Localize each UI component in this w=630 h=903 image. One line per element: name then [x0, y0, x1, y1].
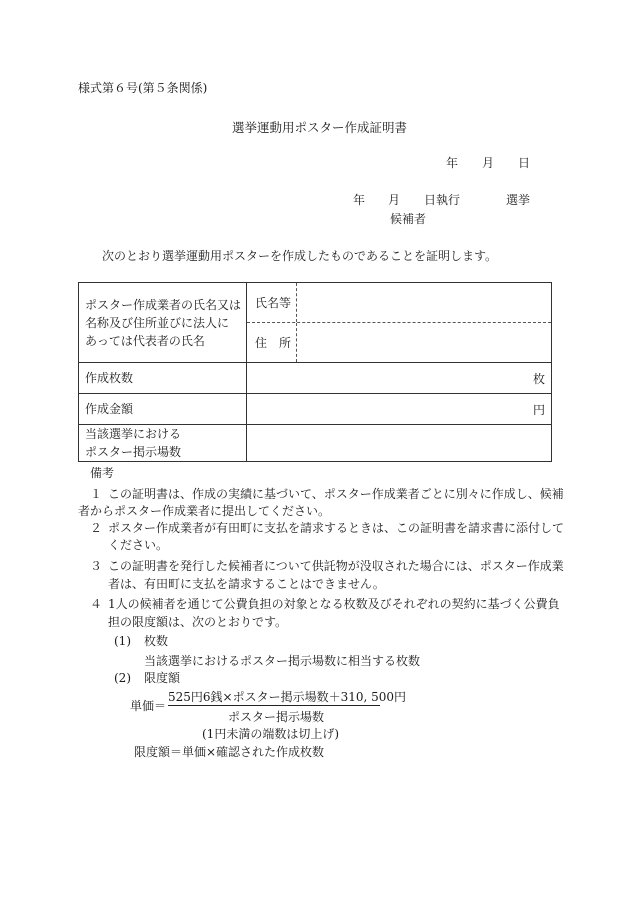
note-2-number: ２ [90, 521, 103, 535]
count-unit: 枚 [532, 371, 545, 386]
maker-label-line: 名称及び住所並びに法人に [85, 315, 230, 330]
election-executed: 日執行 [424, 193, 461, 207]
address-row [247, 323, 551, 362]
note-1-line-b: 者からポスター作成業者に提出してください。 [78, 504, 331, 518]
subnote-1-number: (1) [114, 634, 131, 648]
note-1-number: １ [90, 487, 103, 501]
fraction-bar [168, 705, 380, 706]
maker-label-cell [79, 283, 247, 363]
maker-label-line: あっては代表者の氏名 [85, 333, 205, 348]
formula-numerator: 525円6銭×ポスター掲示場数＋310, 500円 [168, 690, 407, 704]
certificate-table [78, 282, 552, 462]
note-4-number: ４ [90, 597, 103, 611]
table-row [79, 425, 552, 462]
election-month: 月 [388, 193, 401, 207]
table-row [79, 283, 552, 363]
note-4-line-b: 担の限度額は、次のとおりです。 [108, 615, 288, 629]
election-label: 選挙 [506, 193, 531, 207]
date-year: 年 [446, 156, 459, 170]
places-label-cell [79, 425, 247, 462]
table-row [79, 363, 552, 394]
date-month: 月 [482, 156, 495, 170]
amount-unit: 円 [532, 402, 545, 417]
places-label-line: 当該選挙における [85, 427, 182, 441]
statement-text: 次のとおり選挙運動用ポスターを作成したものであることを証明します。 [102, 249, 498, 263]
note-3-line-a: この証明書を発行した候補者について供託物が没収された場合には、ポスター作成業 [108, 559, 564, 573]
notes-heading: 備考 [90, 466, 115, 480]
maker-info-cell [247, 283, 552, 363]
limit-formula: 限度額＝単価×確認された作成枚数 [134, 745, 325, 759]
unit-price-label: 単価＝ [130, 699, 167, 713]
note-4-line-a: 1人の候補者を通じて公費負担の対象となる枚数及びそれぞれの契約に基づく公費負 [108, 597, 560, 611]
subnote-2-title: 限度額 [144, 671, 181, 685]
note-2-line-b: ください。 [108, 538, 169, 552]
table-row [79, 394, 552, 425]
note-1-line-a: この証明書は、作成の実績に基づいて、ポスター作成業者ごとに別々に作成し、候補 [108, 487, 564, 501]
places-label-line: ポスター掲示場数 [85, 445, 182, 459]
address-label: 住 所 [247, 323, 297, 362]
count-field[interactable] [247, 363, 552, 394]
subnote-1-text: 当該選挙におけるポスター掲示場数に相当する枚数 [144, 654, 421, 668]
places-field[interactable] [247, 425, 552, 462]
date-day: 日 [518, 156, 531, 170]
subnote-2-number: (2) [114, 671, 131, 685]
election-year: 年 [353, 193, 366, 207]
maker-label-line: ポスター作成業者の氏名又は [85, 297, 242, 312]
rounding-note: (1円未満の端数は切上げ) [202, 727, 339, 741]
form-number: 様式第６号(第５条関係) [78, 81, 208, 95]
name-row [247, 283, 551, 323]
note-2-line-a: ポスター作成業者が有田町に支払を請求するときは、この証明書を請求書に添付して [108, 521, 565, 535]
count-label: 作成枚数 [79, 363, 247, 394]
formula-denominator: ポスター掲示場数 [228, 710, 325, 724]
amount-label: 作成金額 [79, 394, 247, 425]
amount-field[interactable] [247, 394, 552, 425]
subnote-1-title: 枚数 [144, 634, 169, 648]
candidate-label: 候補者 [390, 212, 427, 226]
name-label: 氏名等 [247, 283, 297, 322]
note-3-number: ３ [90, 559, 103, 573]
note-3-line-b: 者は、有田町に支払を請求することはできません。 [108, 577, 385, 591]
document-title: 選挙運動用ポスター作成証明書 [232, 120, 408, 135]
